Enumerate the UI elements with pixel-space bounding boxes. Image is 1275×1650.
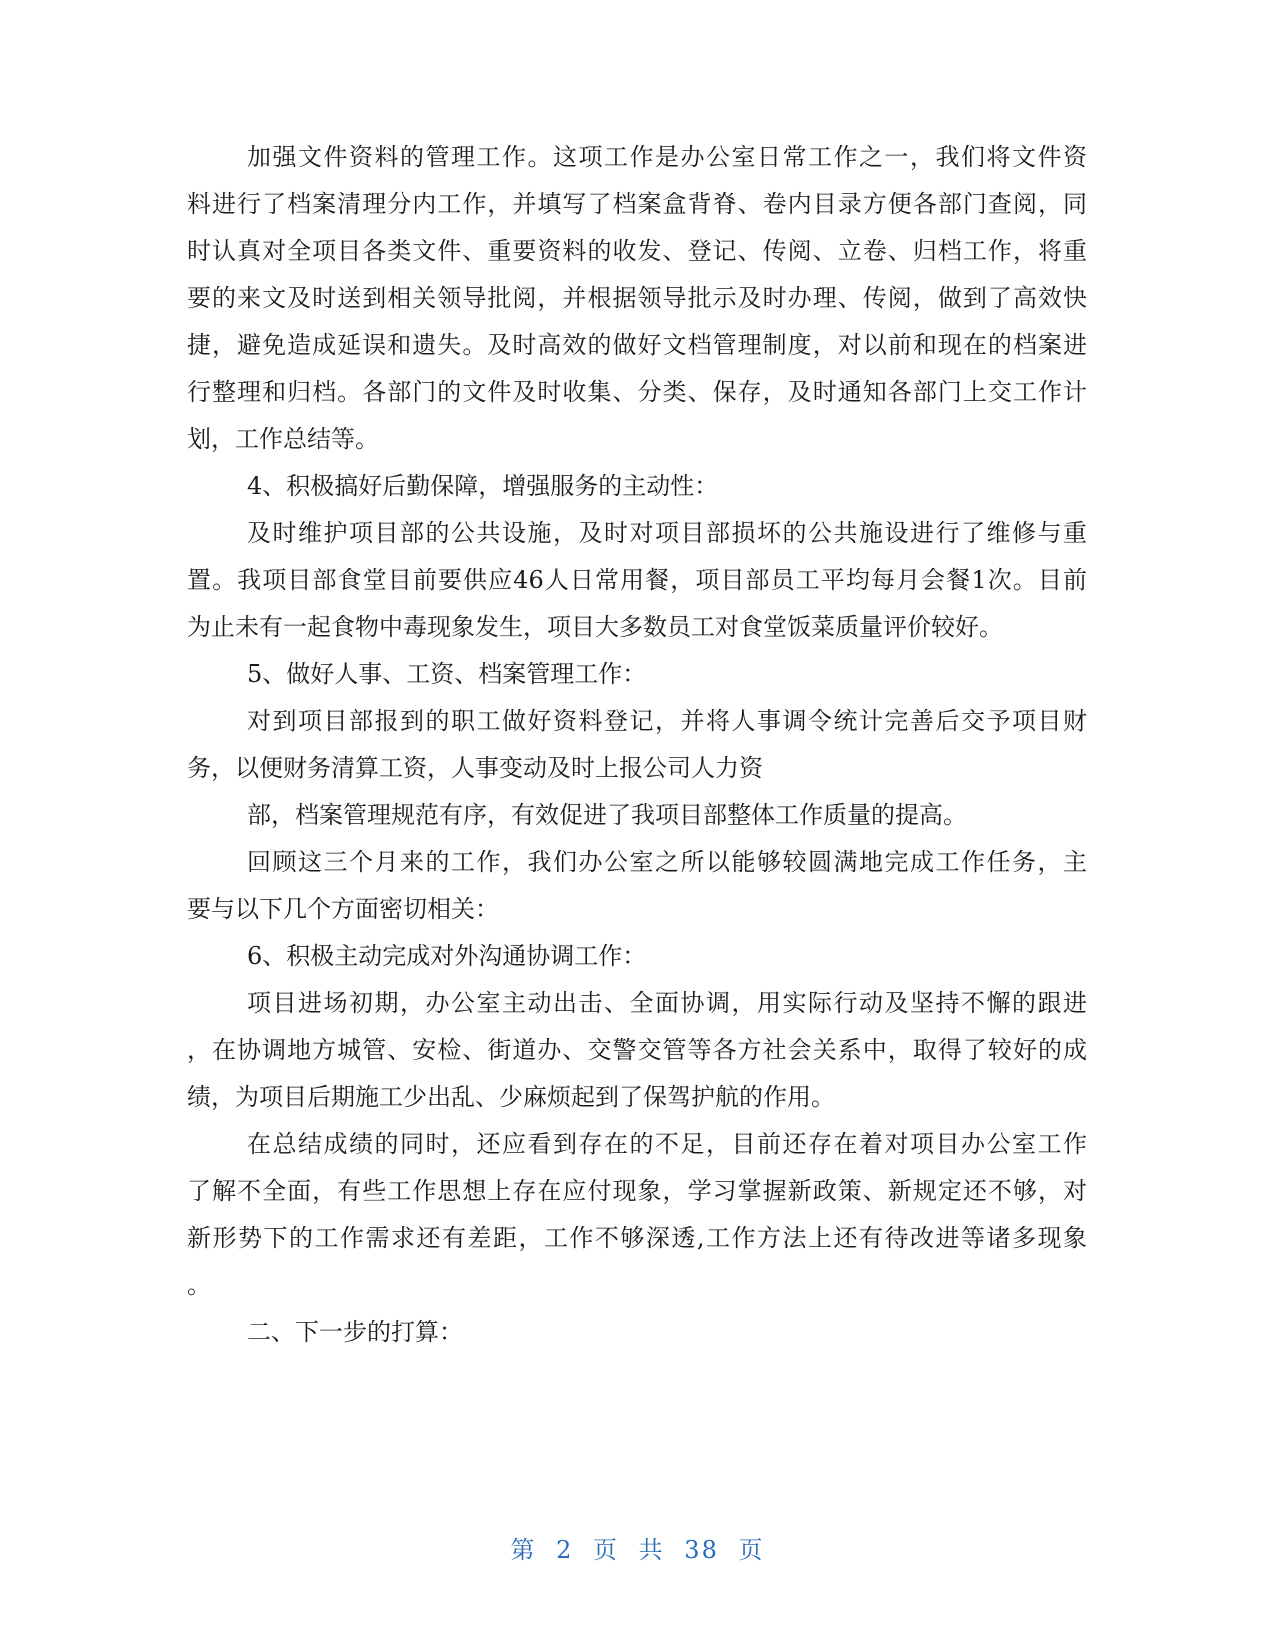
text-line: 绩，为项目后期施工少出乱、少麻烦起到了保驾护航的作用。 (187, 1083, 835, 1111)
text-line: 要与以下几个方面密切相关： (187, 895, 499, 923)
section-heading: 4、积极搞好后勤保障，增强服务的主动性： (247, 472, 719, 500)
text-line: 在总结成绩的同时，还应看到存在的不足，目前还存在着对项目办公室工作 (247, 1130, 1087, 1158)
text-line: 。 (187, 1271, 211, 1299)
text-line: 项目进场初期，办公室主动出击、全面协调，用实际行动及坚持不懈的跟进 (247, 989, 1087, 1017)
text-line: 了解不全面，有些工作思想上存在应付现象，学习掌握新政策、新规定还不够，对 (187, 1177, 1087, 1205)
text-line: 及时维护项目部的公共设施，及时对项目部损坏的公共施设进行了维修与重 (247, 519, 1087, 547)
text-line: 部，档案管理规范有序，有效促进了我项目部整体工作质量的提高。 (247, 801, 967, 829)
text-line: 料进行了档案清理分内工作，并填写了档案盒背脊、卷内目录方便各部门查阅，同 (187, 190, 1087, 218)
text-line: 加强文件资料的管理工作。这项工作是办公室日常工作之一，我们将文件资 (247, 143, 1087, 171)
text-line: ，在协调地方城管、安检、街道办、交警交管等各方社会关系中，取得了较好的成 (187, 1036, 1087, 1064)
text-line: 务，以便财务清算工资，人事变动及时上报公司人力资 (187, 754, 763, 782)
section-heading: 6、积极主动完成对外沟通协调工作： (247, 942, 647, 970)
text-line: 划，工作总结等。 (187, 425, 379, 453)
text-line: 置。我项目部食堂目前要供应46人日常用餐，项目部员工平均每月会餐1次。目前 (187, 566, 1087, 594)
text-line: 要的来文及时送到相关领导批阅，并根据领导批示及时办理、传阅，做到了高效快 (187, 284, 1087, 312)
section-heading: 二、下一步的打算： (247, 1318, 463, 1346)
page-number-footer: 第 2 页 共 38 页 (510, 1536, 765, 1564)
text-line: 为止未有一起食物中毒现象发生，项目大多数员工对食堂饭菜质量评价较好。 (187, 613, 1003, 641)
text-line: 对到项目部报到的职工做好资料登记，并将人事调令统计完善后交予项目财 (247, 707, 1087, 735)
section-heading: 5、做好人事、工资、档案管理工作： (247, 660, 647, 688)
text-line: 新形势下的工作需求还有差距，工作不够深透,工作方法上还有待改进等诸多现象 (187, 1224, 1087, 1252)
text-line: 回顾这三个月来的工作，我们办公室之所以能够较圆满地完成工作任务，主 (247, 848, 1087, 876)
text-line: 时认真对全项目各类文件、重要资料的收发、登记、传阅、立卷、归档工作，将重 (187, 237, 1087, 265)
text-line: 行整理和归档。各部门的文件及时收集、分类、保存，及时通知各部门上交工作计 (187, 378, 1087, 406)
text-line: 捷，避免造成延误和遗失。及时高效的做好文档管理制度，对以前和现在的档案进 (187, 331, 1087, 359)
